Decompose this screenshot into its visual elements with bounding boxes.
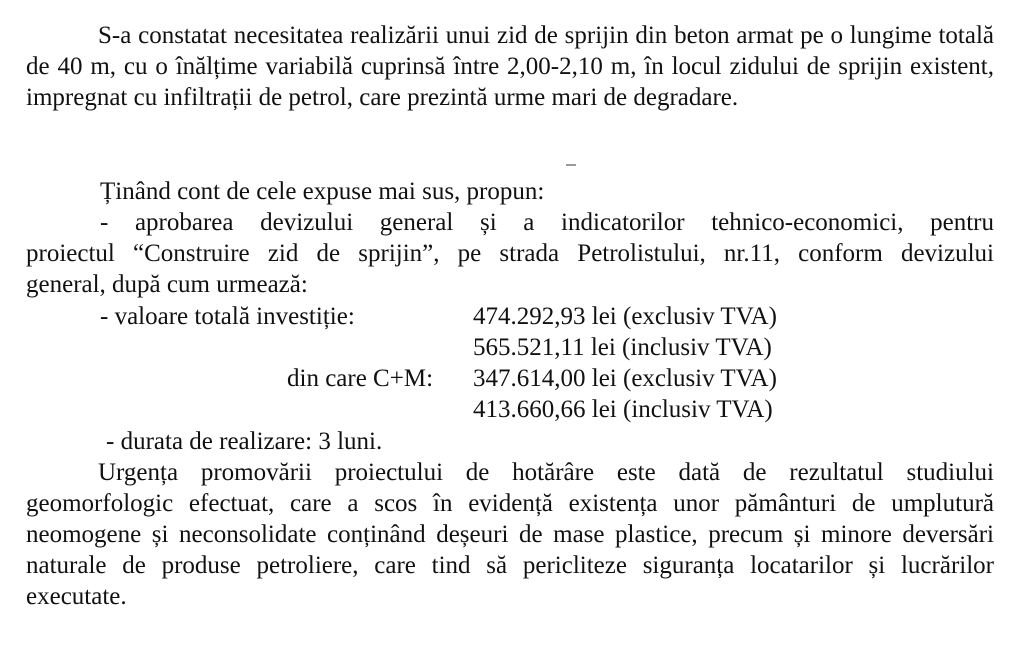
paragraph-intro: S-a constatat necesitatea realizării unui zid de sprijin din beton armat pe o lungime totală de 40 m, cu o înălțime variabilă cuprinsă între 2,00-2,10 m, în locul zidului de sprijin existent, impregnat cu infiltrații de petrol, care prezintă urme mari de degradare. <box>26 22 994 111</box>
proposal-line-2: proiectul “Construire zid de sprijin”, pe strada Petrolistului, nr.11, conform devizului <box>26 240 994 267</box>
total-investment-excl-vat: 474.292,93 lei (exclusiv TVA) <box>473 303 777 330</box>
total-investment-label: - valoare totală investiție: <box>100 303 355 330</box>
construction-excl-vat: 347.614,00 lei (exclusiv TVA) <box>473 365 777 392</box>
construction-label: din care C+M: <box>287 365 434 392</box>
proposal-line-3: general, după cum urmează: <box>26 271 308 298</box>
paragraph-urgency: Urgența promovării proiectului de hotărâre este dată de rezultatul studiului geomorfologic efectuat, care a scos în evidență existența unor pământuri de umplutură neomogene și neconsolidate conținând deșeuri de mase plastice, precum și minore deversări naturale de produse petroliere, care tind să pericliteze siguranța locatarilor și lucrărilor executate. <box>26 459 994 610</box>
total-investment-incl-vat: 565.521,11 lei (inclusiv TVA) <box>473 334 772 361</box>
duration-line: - durata de realizare: 3 luni. <box>106 428 383 455</box>
construction-incl-vat: 413.660,66 lei (inclusiv TVA) <box>473 396 773 423</box>
proposal-line-1: - aprobarea devizului general și a indicatorilor tehnico-economici, pentru <box>100 209 994 236</box>
paragraph-proposal: Ținând cont de cele expuse mai sus, propun: <box>100 178 545 205</box>
scan-mark <box>566 164 576 166</box>
